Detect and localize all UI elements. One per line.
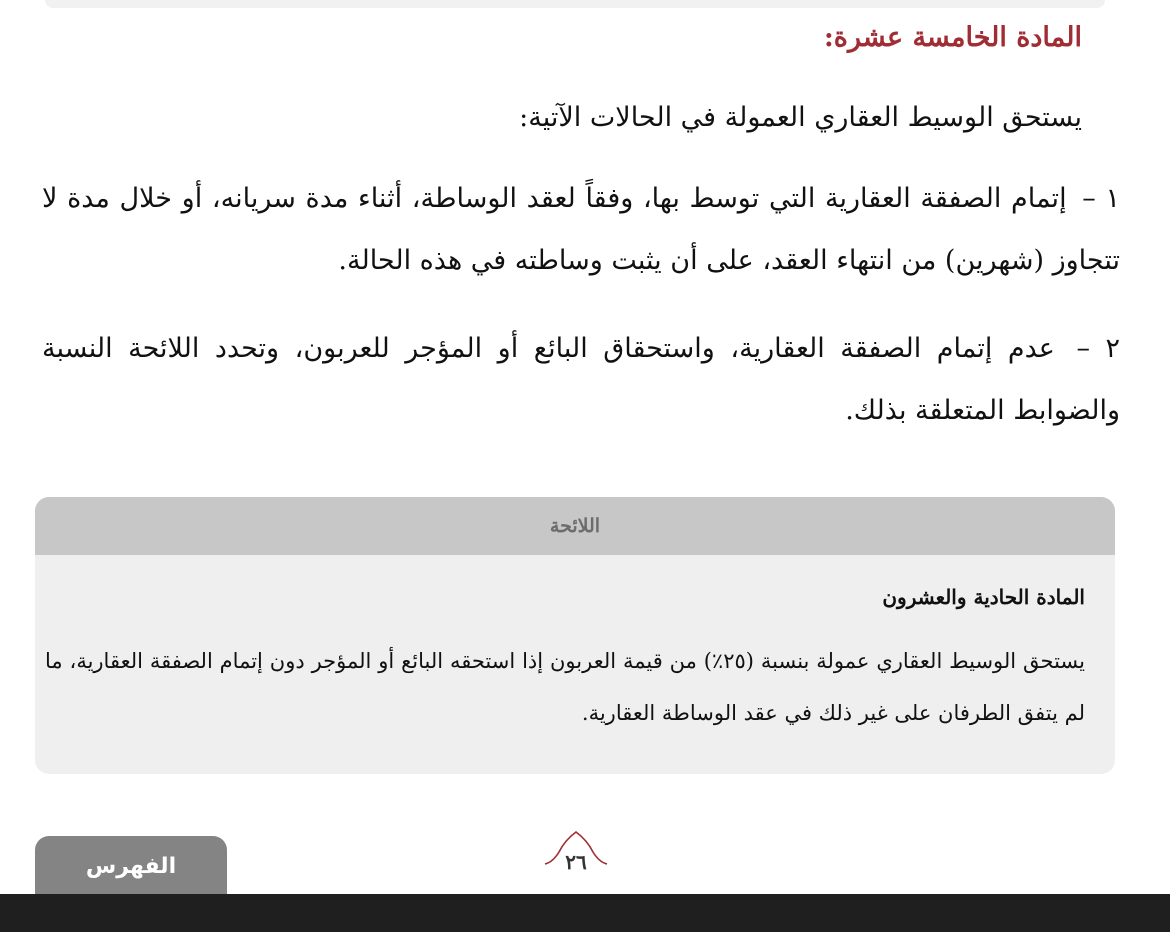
regulation-text: يستحق الوسيط العقاري عمولة بنسبة (٢٥٪) من قيمة العربون إذا استحقه البائع أو المؤجر دون إتمام الصفقة العقارية، ما لم يتفق الطرفان على غير ذلك في عقد الوساطة العقارية. [45,649,1085,725]
article-title: المادة الخامسة عشرة: [823,22,1082,53]
item-number: ١ – [1082,183,1120,214]
index-button[interactable] [35,836,227,896]
previous-section-box [45,0,1105,8]
regulation-header [35,497,1115,555]
item-number: ٢ – [1076,333,1120,364]
regulation-header-label: اللائحة [549,515,601,537]
page-number-text: ٢٦ [565,850,587,874]
index-button-label: الفهرس [85,853,177,879]
page-number [543,826,609,884]
article-item-1 [42,168,1120,292]
item-text: إتمام الصفقة العقارية التي توسط بها، وفقاً لعقد الوساطة، أثناء مدة سريانه، أو خلال مدة لا تتجاوز (شهرين) من انتهاء العقد، على أن يثبت وساطته في هذه الحالة. [42,183,1120,276]
article-item-2 [42,318,1120,442]
bottom-bar [0,894,1170,932]
article-intro: يستحق الوسيط العقاري العمولة في الحالات الآتية: [519,102,1082,133]
item-text: عدم إتمام الصفقة العقارية، واستحقاق البائع أو المؤجر للعربون، وتحدد اللائحة النسبة والضوابط المتعلقة بذلك. [42,333,1120,426]
regulation-article-title: المادة الحادية والعشرون [882,585,1085,609]
regulation-box [35,497,1115,774]
